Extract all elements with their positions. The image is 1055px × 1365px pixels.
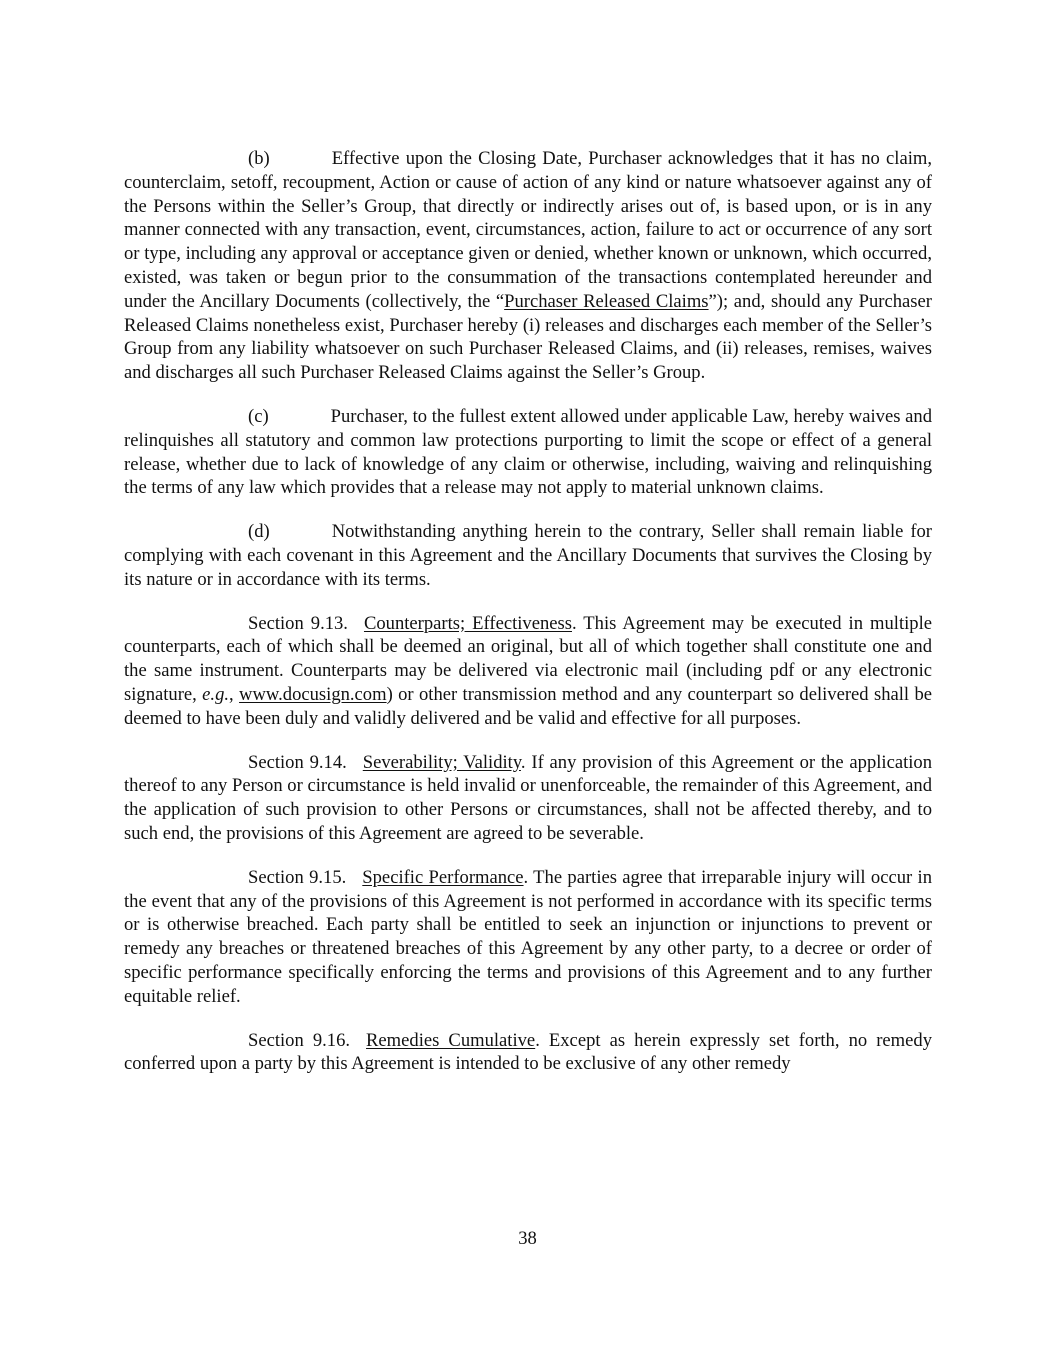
section-heading: Remedies Cumulative: [366, 1029, 536, 1051]
separator-comma: ,: [229, 683, 240, 705]
paragraph-c-text: Purchaser, to the fullest extent allowed under applicable Law, hereby waives and relinquishes all statutory and common law protections purporting to limit the scope or effect of a general release, whether due to lack of knowledge of any claim or otherwise, including, waiving and relinquishing the terms of any law which provides that a release may not apply to material unknown claims.: [124, 405, 932, 499]
paragraph-b-text-start: Effective upon the Closing Date, Purchaser acknowledges that it has no claim, counterclaim, setoff, recoupment, Action or cause of action of any kind or nature whatsoever against any of the Persons within the Seller’s Group, that directly or indirectly arises out of, is based upon, or is in any manner connected with any transaction, event, circumstances, action, failure to act or occurrence of any sort or type, including any approval or acceptance given or denied, whether known or unknown, which occurred, existed, was taken or begun prior to the consummation of the transactions contemplated hereunder and under the Ancillary Documents (collectively, the “: [124, 148, 932, 312]
section-number: Section 9.16.: [248, 1029, 351, 1051]
section-9-15: [124, 866, 932, 1009]
paragraph-b-text-end: ”); and, should any Purchaser Released Claims nonetheless exist, Purchaser hereby (i) releases and discharges each member of the Seller’s Group from any liability whatsoever on such Purchaser Released Claims, and (ii) releases, remises, waives and discharges all such Purchaser Released Claims against the Seller’s Group.: [124, 290, 932, 384]
document-page: [124, 147, 932, 1096]
paragraph-marker-d: (d): [248, 521, 270, 543]
paragraph-b: [124, 147, 932, 385]
section-9-16-text: . Except as herein expressly set forth, no remedy conferred upon a party by this Agreement is intended to be exclusive of any other remedy: [124, 1029, 932, 1075]
section-9-14: [124, 751, 932, 846]
docusign-link[interactable]: www.docusign.com: [239, 683, 387, 705]
paragraph-d-text: Notwithstanding anything herein to the contrary, Seller shall remain liable for complying with each covenant in this Agreement and the Ancillary Documents that survives the Closing by its nature or in accordance with its terms.: [124, 521, 932, 590]
section-9-14-text: . If any provision of this Agreement or the application thereof to any Person or circumstance is held invalid or unenforceable, the remainder of this Agreement, and the application of such provision to other Persons or circumstances, shall not be affected thereby, and to such end, the provisions of this Agreement are agreed to be severable.: [124, 751, 933, 844]
eg-abbreviation: e.g.: [202, 683, 230, 705]
section-9-13: [124, 612, 932, 731]
paragraph-d: [124, 520, 932, 591]
section-9-13-text-start: . This Agreement may be executed in multiple counterparts, each of which shall be deemed an original, but all of which together shall constitute one and the same instrument. Counterparts may be delivered via electronic mail (including pdf or any electronic signature,: [124, 612, 932, 705]
defined-term-purchaser-released-claims: Purchaser Released Claims: [504, 290, 709, 312]
section-heading: Counterparts; Effectiveness: [363, 612, 572, 634]
section-9-15-text: . The parties agree that irreparable injury will occur in the event that any of the provisions of this Agreement is not performed in accordance with its specific terms or is otherwise breached. Each party shall be entitled to seek an injunction or injunctions to prevent or remedy any breaches or threatened breaches of this Agreement by any other party, to a decree or order of specific performance specifically enforcing the terms and provisions of this Agreement and to any further equitable relief.: [124, 866, 932, 1007]
paragraph-c: [124, 405, 932, 500]
section-heading: Severability; Validity: [362, 751, 521, 773]
section-9-13-text-end: ) or other transmission method and any counterpart so delivered shall be deemed to have been duly and validly delivered and be valid and effective for all purposes.: [124, 683, 932, 729]
page-number: 38: [518, 1228, 537, 1249]
paragraph-marker-c: (c): [248, 405, 269, 427]
section-9-16: [124, 1029, 932, 1077]
section-number: Section 9.14.: [248, 751, 347, 773]
section-number: Section 9.15.: [248, 866, 347, 888]
section-heading: Specific Performance: [362, 866, 524, 888]
section-number: Section 9.13.: [248, 612, 348, 634]
paragraph-marker-b: (b): [248, 148, 270, 169]
